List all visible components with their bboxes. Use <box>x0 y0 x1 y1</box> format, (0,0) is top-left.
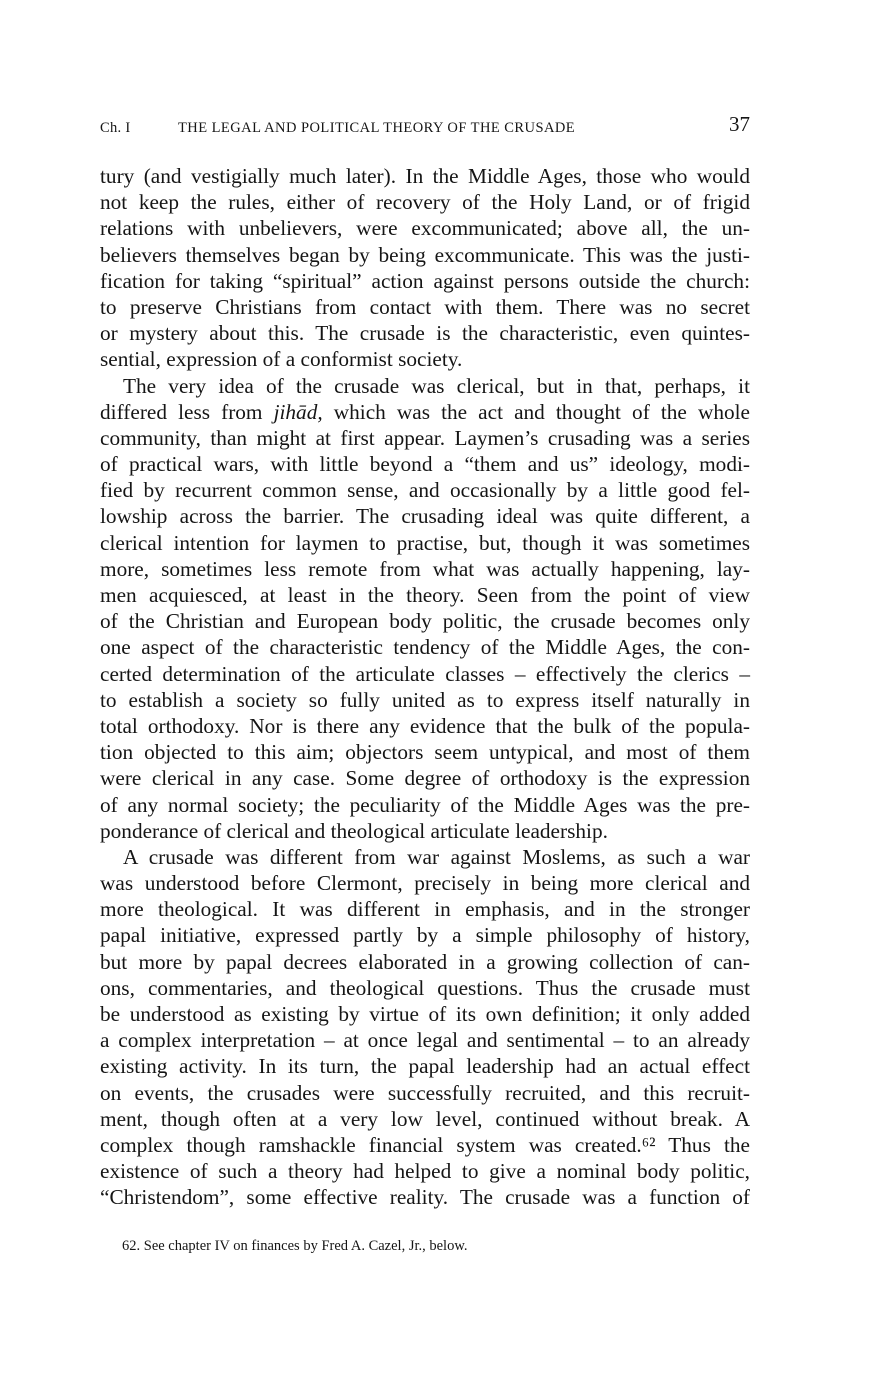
text-line: believers themselves began by being excommunicate. This was the justi- <box>100 242 750 267</box>
text-line: not keep the rules, either of recovery of the Holy Land, or of frigid <box>100 190 750 215</box>
running-head <box>100 112 752 142</box>
text-line: lowship across the barrier. The crusading ideal was quite different, a <box>100 504 750 529</box>
text-line: tion objected to this aim; objectors seem untypical, and most of them <box>100 740 750 765</box>
text-line: “Christendom”, some effective reality. The crusade was a function of <box>100 1185 750 1210</box>
text-line: certed determination of the articulate classes – effectively the clerics – <box>100 661 750 686</box>
text-line: fication for taking “spiritual” action against persons outside the church: <box>100 268 750 293</box>
paragraph <box>100 163 750 373</box>
text-line: men acquiesced, at least in the theory. Seen from the point of view <box>100 583 750 607</box>
body-text <box>100 163 750 1211</box>
text-line: to establish a society so fully united as to express itself naturally in <box>100 687 750 712</box>
text-line: more, sometimes less remote from what was actually happening, lay- <box>100 556 750 581</box>
text-line: The very idea of the crusade was clerical, but in that, perhaps, it <box>123 373 750 398</box>
text-line: total orthodoxy. Nor is there any evidence that the bulk of the popula- <box>100 713 750 738</box>
text-line: or mystery about this. The crusade is the characteristic, even quintes- <box>100 321 750 346</box>
footnote: 62. See chapter IV on finances by Fred A. Cazel, Jr., below. <box>122 1238 468 1254</box>
text-line: on events, the crusades were successfully recruited, and this recruit- <box>100 1080 750 1105</box>
text-line: community, than might at first appear. Laymen’s crusading was a series <box>100 425 750 450</box>
text-line: but more by papal decrees elaborated in a growing collection of can- <box>100 949 750 974</box>
text-line: to preserve Christians from contact with them. There was no secret <box>100 294 750 319</box>
text-line: was understood before Clermont, precisely in being more clerical and <box>100 871 750 896</box>
text-line: a complex interpretation – at once legal and sentimental – to an already <box>100 1028 750 1053</box>
paragraph <box>100 373 750 844</box>
text-line: sential, expression of a conformist society. <box>100 347 463 372</box>
text-line: fied by recurrent common sense, and occasionally by a little good fel- <box>100 478 750 503</box>
text-line: complex though ramshackle financial system was created.⁶² Thus the <box>100 1132 750 1157</box>
chapter-label: Ch. I <box>100 120 131 136</box>
text-line: one aspect of the characteristic tendency of the Middle Ages, the con- <box>100 635 750 660</box>
paragraph <box>100 844 750 1211</box>
text-line: existing activity. In its turn, the papal leadership had an actual effect <box>100 1054 750 1079</box>
text-line: ment, though often at a very low level, continued without break. A <box>100 1106 750 1131</box>
text-line: clerical intention for laymen to practise, but, though it was sometimes <box>100 530 750 555</box>
text-line: ons, commentaries, and theological questions. Thus the crusade must <box>100 975 750 1000</box>
text-line: A crusade was different from war against Moslems, as such a war <box>123 844 750 869</box>
text-line: papal initiative, expressed partly by a simple philosophy of history, <box>100 923 750 948</box>
text-line: of the Christian and European body politic, the crusade becomes only <box>100 609 750 634</box>
chapter-title: THE LEGAL AND POLITICAL THEORY OF THE CRUSADE <box>178 120 576 136</box>
text-line: relations with unbelievers, were excommunicated; above all, the un- <box>100 216 750 241</box>
text-line: tury (and vestigially much later). In the Middle Ages, those who would <box>100 164 750 188</box>
text-line: more theological. It was different in emphasis, and in the stronger <box>100 897 750 922</box>
text-line: be understood as existing by virtue of its own definition; it only added <box>100 1002 750 1026</box>
text-line: of practical wars, with little beyond a “them and us” ideology, modi- <box>100 452 750 477</box>
text-line: existence of such a theory had helped to give a nominal body politic, <box>100 1159 750 1184</box>
text-line: were clerical in any case. Some degree of orthodoxy is the expression <box>100 766 750 791</box>
text-line: of any normal society; the peculiarity of the Middle Ages was the pre- <box>100 792 750 817</box>
text-line: differed less from jihād, which was the act and thought of the whole <box>100 399 750 424</box>
page-number: 37 <box>729 112 750 136</box>
text-line: ponderance of clerical and theological articulate leadership. <box>100 818 608 843</box>
italic-term: jihād, <box>273 399 323 424</box>
